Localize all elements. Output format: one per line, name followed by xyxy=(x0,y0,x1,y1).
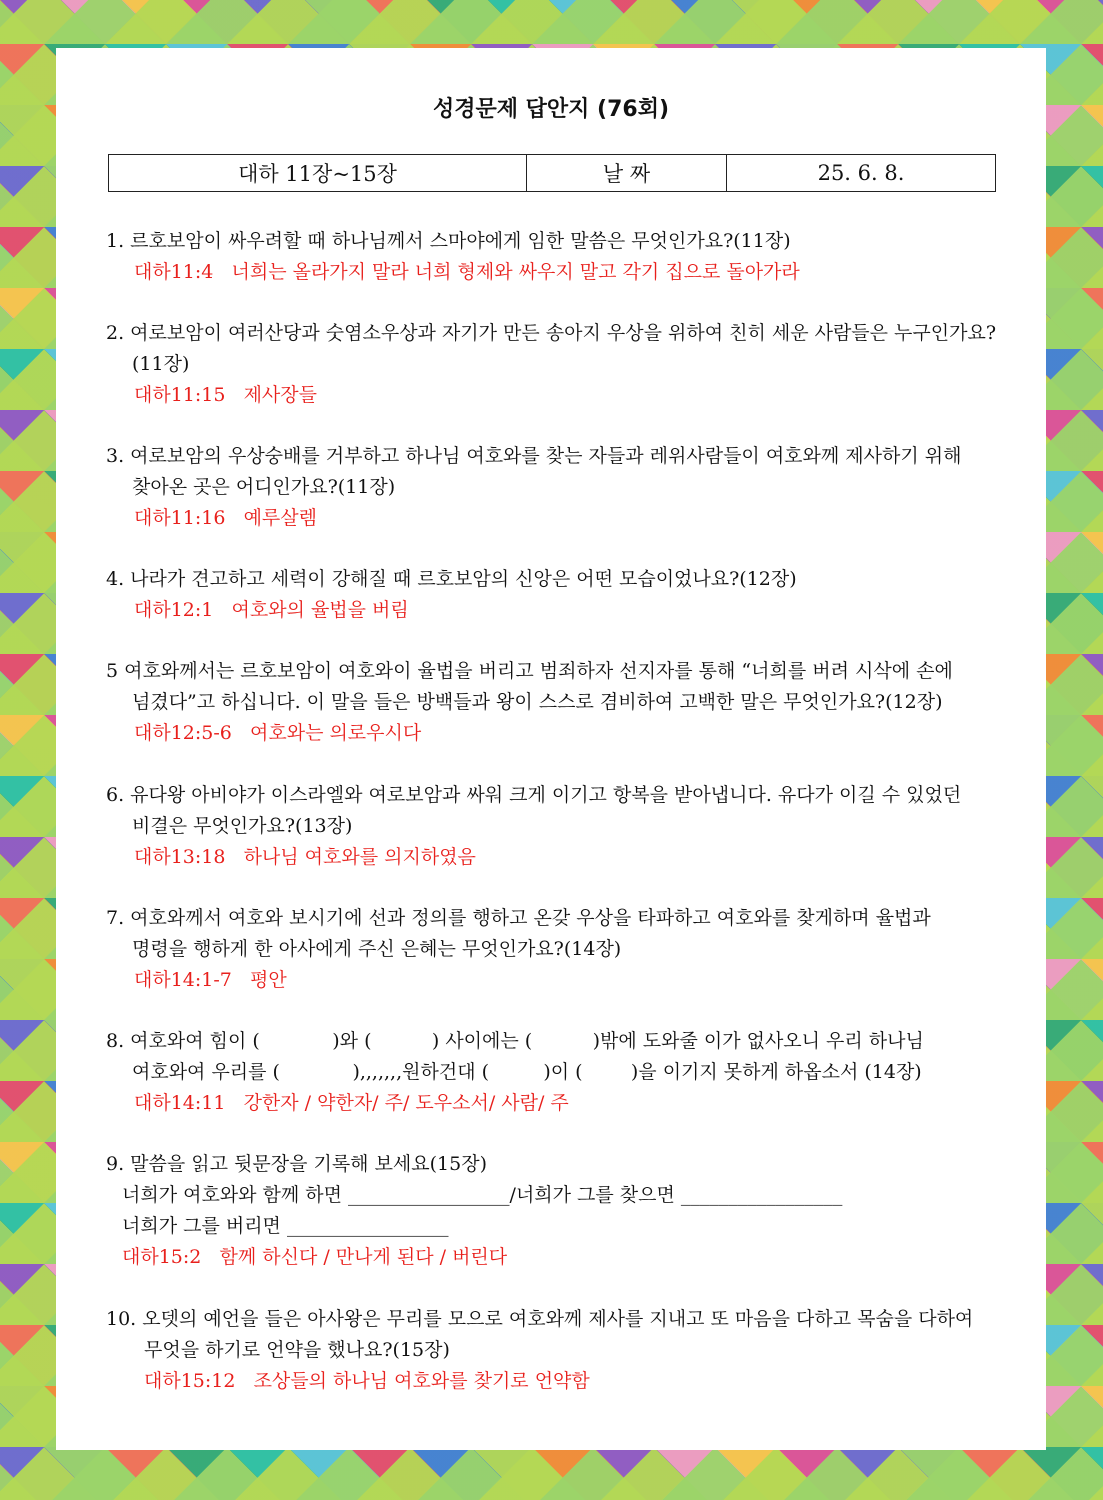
question-text: 7. 여호와께서 여호와 보시기에 선과 정의를 행하고 온갖 우상을 타파하고 여호와를 찾게하며 율법과 xyxy=(106,907,931,929)
question-text: 9. 말씀을 읽고 뒷문장을 기록해 보세요(15장) xyxy=(106,1153,487,1175)
question-3 xyxy=(106,441,998,534)
question-7 xyxy=(106,903,998,996)
answer-text: 대하15:2 함께 하신다 / 만나게 된다 / 버린다 xyxy=(122,1246,508,1268)
answer-text: 대하11:4 너희는 올라가지 말라 너희 형제와 싸우지 말고 각기 집으로 돌아가라 xyxy=(134,261,800,283)
question-9 xyxy=(106,1149,998,1273)
question-text: 1. 르호보암이 싸우려할 때 하나님께서 스마야에게 임한 말씀은 무엇인가요?(11장) xyxy=(106,230,791,252)
question-text: 10. 오뎃의 예언을 들은 아사왕은 무리를 모으로 여호와께 제사를 지내고 또 마음을 다하고 목숨을 다하여 xyxy=(106,1308,974,1330)
question-text: 2. 여로보암이 여러산당과 숫염소우상과 자기가 만든 송아지 우상을 위하여 친히 세운 사람들은 누구인가요? xyxy=(106,322,997,344)
question-5 xyxy=(106,656,998,749)
question-8 xyxy=(106,1026,998,1119)
question-text: 4. 나라가 견고하고 세력이 강해질 때 르호보암의 신앙은 어떤 모습이었나요?(12장) xyxy=(106,568,797,590)
question-text: 3. 여로보암의 우상숭배를 거부하고 하나님 여호와를 찾는 자들과 레위사람들이 여호와께 제사하기 위해 xyxy=(106,445,962,467)
date-label: 날 짜 xyxy=(527,155,727,192)
question-text: 8. 여호와여 힘이 ( )와 ( ) 사이에는 ( )밖에 도와줄 이가 없사오니 우리 하나님 xyxy=(106,1030,924,1052)
page-title: 성경문제 답안지 (76회) xyxy=(432,97,670,122)
question-text: 넘겼다”고 하십니다. 이 말을 들은 방백들과 왕이 스스로 겸비하여 고백한 말은 무엇인가요?(12장) xyxy=(132,691,943,713)
date-value: 25. 6. 8. xyxy=(727,155,996,192)
answer-text: 대하15:12 조상들의 하나님 여호와를 찾기로 언약함 xyxy=(144,1370,590,1392)
info-table xyxy=(108,154,996,192)
answer-text: 대하11:15 제사장들 xyxy=(134,384,317,406)
question-6 xyxy=(106,780,998,873)
answer-text: 대하14:1-7 평안 xyxy=(134,969,287,991)
question-text: 6. 유다왕 아비야가 이스라엘와 여로보암과 싸워 크게 이기고 항복을 받아냅니다. 유다가 이길 수 있었던 xyxy=(106,784,962,806)
fill-in-line: 너희가 여호와와 함께 하면 _________________/너희가 그를 찾으면 _________________ xyxy=(122,1184,843,1206)
answer-text: 대하13:18 하나님 여호와를 의지하였음 xyxy=(134,846,476,868)
question-text: 여호와여 우리를 ( ),,,,,,,원하건대 ( )이 ( )을 이기지 못하게 하옵소서 (14장) xyxy=(132,1061,922,1083)
answer-text: 대하11:16 예루살렘 xyxy=(134,507,317,529)
question-text: 명령을 행하게 한 아사에게 주신 은혜는 무엇인가요?(14장) xyxy=(132,938,622,960)
answer-text: 대하12:5-6 여호와는 의로우시다 xyxy=(134,722,422,744)
chapter-range: 대하 11장~15장 xyxy=(109,155,527,192)
answer-text: 대하14:11 강한자 / 약한자/ 주/ 도우소서/ 사람/ 주 xyxy=(134,1092,569,1114)
question-1 xyxy=(106,226,998,288)
question-10 xyxy=(106,1304,998,1397)
fill-in-line: 너희가 그를 버리면 _________________ xyxy=(122,1215,449,1237)
question-text: 비결은 무엇인가요?(13장) xyxy=(132,815,353,837)
question-4 xyxy=(106,564,998,626)
question-2 xyxy=(106,318,998,411)
question-text: 5 여호와께서는 르호보암이 여호와이 율법을 버리고 범죄하자 선지자를 통해 “너희를 버려 시삭에 손에 xyxy=(106,660,953,682)
answer-text: 대하12:1 여호와의 율법을 버림 xyxy=(134,599,409,621)
question-text: 무엇을 하기로 언약을 했나요?(15장) xyxy=(144,1339,450,1361)
question-text: (11장) xyxy=(132,353,190,375)
question-text: 찾아온 곳은 어디인가요?(11장) xyxy=(132,476,396,498)
answer-sheet xyxy=(56,48,1046,1450)
